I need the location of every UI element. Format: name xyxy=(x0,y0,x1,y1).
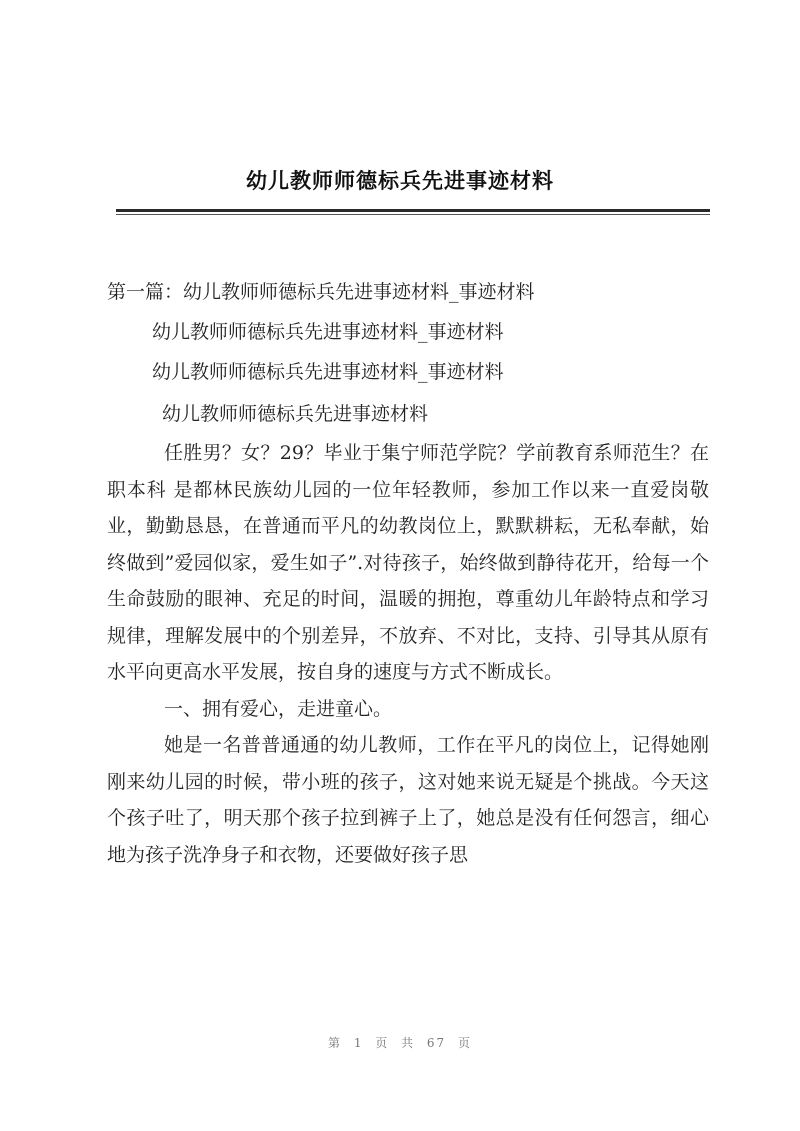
heading-line-3: 幼儿教师师德标兵先进事迹材料_事迹材料 xyxy=(152,361,504,383)
paragraph-intro: 任胜男？女？29？毕业于集宁师范学院？学前教育系师范生？在职本科 是都林民族幼儿园的一位年轻教师，参加工作以来一直爱岗敬业，勤勤恳恳，在普通而平凡的幼教岗位上，默默耕耘，无私奉献，始终做到”爱园似家，爱生如子”.对待孩子，始终做到静待花开，给每一个生命鼓励的眼神、充足的时间，温暖的拥抱，尊重幼儿年龄特点和学习规律，理解发展中的个别差异，不放弃、不对比，支持、引导其从原有水平向更高水平发展，按自身的速度与方式不断成长。 xyxy=(107,442,709,683)
heading-line-4: 幼儿教师师德标兵先进事迹材料 xyxy=(162,403,429,425)
document-title: 幼儿教师师德标兵先进事迹材料 xyxy=(246,168,554,193)
section-heading-1: 一、拥有爱心，走进童心。 xyxy=(164,697,393,720)
heading-line-2: 幼儿教师师德标兵先进事迹材料_事迹材料 xyxy=(152,321,504,343)
body-text xyxy=(107,435,709,873)
title-divider-thin xyxy=(116,214,710,215)
title-divider xyxy=(116,209,710,212)
paragraph-section-1: 她是一名普普通通的幼儿教师，工作在平凡的岗位上，记得她刚刚来幼儿园的时候，带小班的孩子，这对她来说无疑是个挑战。今天这个孩子吐了，明天那个孩子拉到裤子上了，她总是没有任何怨言，细心地为孩子洗净身子和衣物，还要做好孩子思 xyxy=(107,734,709,866)
page-footer: 第 1 页 共 67 页 xyxy=(328,1036,472,1050)
heading-line-1: 第一篇：幼儿教师师德标兵先进事迹材料_事迹材料 xyxy=(107,281,535,303)
